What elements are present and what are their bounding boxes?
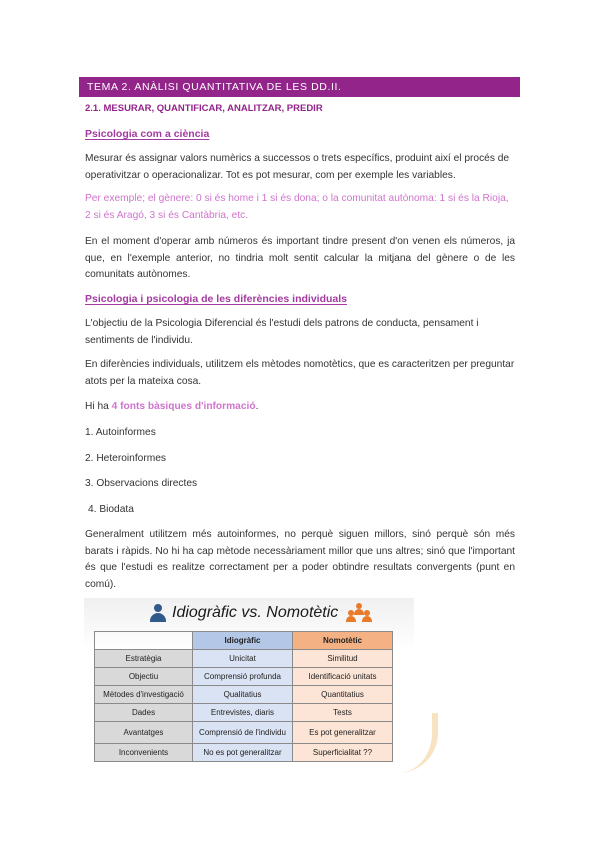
cell-nomothetic: Es pot generalitzar [293, 722, 393, 744]
cell-idiographic: Unicitat [193, 650, 293, 668]
row-label: Inconvenients [95, 744, 193, 762]
paragraph-sources [85, 399, 515, 416]
section-title-science: Psicologia com a ciència [85, 128, 210, 140]
sources-prefix: Hi ha [85, 401, 112, 412]
cell-nomothetic: Superficialitat ?? [293, 744, 393, 762]
table-row [95, 686, 393, 704]
column-header-nomothetic: Nomotètic [293, 632, 393, 650]
group-icon [344, 603, 374, 623]
chapter-title: TEMA 2. ANÀLISI QUANTITATIVA DE LES DD.II. [87, 81, 342, 93]
cell-idiographic: Comprensió de l'individu [193, 722, 293, 744]
paragraph-objective: L'objectiu de la Psicologia Diferencial és l'estudi dels patrons de conducta, pensament i sentiments de l'individu. [85, 318, 479, 346]
cell-nomothetic: Tests [293, 704, 393, 722]
paragraph-autoinformes: Generalment utilitzem més autoinformes, no perquè siguen millors, sinó perquè són més barats i ràpids. No hi ha cap mètode necessàriament millor que uns altres; sinó que l'important és que l'estudi es realitze correctament per a poder obtindre resultats convergents (punt en comú). [85, 529, 515, 590]
table-header-row [95, 632, 393, 650]
cell-nomothetic: Similitud [293, 650, 393, 668]
comparison-figure [84, 598, 414, 773]
column-header-idiographic: Idiogràfic [193, 632, 293, 650]
list-item: 4. Biodata [88, 504, 134, 515]
figure-title-row [150, 603, 374, 623]
row-label: Estratègia [95, 650, 193, 668]
cell-idiographic: No es pot generalitzar [193, 744, 293, 762]
row-label: Objectiu [95, 668, 193, 686]
chapter-header [79, 77, 520, 97]
figure-title: Idiogràfic vs. Nomotètic [172, 604, 339, 621]
row-label: Dades [95, 704, 193, 722]
cell-idiographic: Qualitatius [193, 686, 293, 704]
section-title-individual-differences: Psicologia i psicologia de les diferències individuals [85, 293, 347, 305]
cell-nomothetic: Quantitatius [293, 686, 393, 704]
list-item: 3. Observacions directes [85, 478, 198, 489]
person-icon [150, 604, 166, 622]
table-corner [95, 632, 193, 650]
paragraph-measure: Mesurar és assignar valors numèrics a successos o trets específics, produint així el procés de operativitzar o operacionalizar. Tot es pot mesurar, com per exemple les variables. [85, 153, 510, 181]
row-label: Mètodes d'investigació [95, 686, 193, 704]
paragraph-example: Per exemple; el gènere: 0 si és home i 1 si és dona; o la comunitat autònoma: 1 si és la Rioja, 2 si és Aragó, 3 si és Cantàbria, etc. [85, 193, 509, 221]
paragraph-operate-numbers: En el moment d'operar amb números és important tindre present d'on venen els números, ja que, en l'exemple anterior, no tindria molt sentit calcular la mitjana del gènere o de les comunitats autònomes. [85, 236, 515, 280]
table-row [95, 722, 393, 744]
table-row [95, 744, 393, 762]
cell-idiographic: Entrevistes, diaris [193, 704, 293, 722]
cell-nomothetic: Identificació unitats [293, 668, 393, 686]
sources-suffix: . [255, 401, 259, 412]
row-label: Avantatges [95, 722, 193, 744]
sources-accent: 4 fonts bàsiques d'informació [111, 401, 256, 412]
section-subheading: 2.1. MESURAR, QUANTIFICAR, ANALITZAR, PREDIR [85, 103, 323, 114]
list-item: 2. Heteroinformes [85, 453, 166, 464]
paragraph-nomothetic: En diferències individuals, utilitzem els mètodes nomotètics, que es caracteritzen per preguntar atots per la mateixa cosa. [85, 359, 515, 387]
table-row [95, 704, 393, 722]
comparison-table [94, 631, 393, 762]
list-item: 1. Autoinformes [85, 427, 156, 438]
table-row [95, 668, 393, 686]
cell-idiographic: Comprensió profunda [193, 668, 293, 686]
table-row [95, 650, 393, 668]
